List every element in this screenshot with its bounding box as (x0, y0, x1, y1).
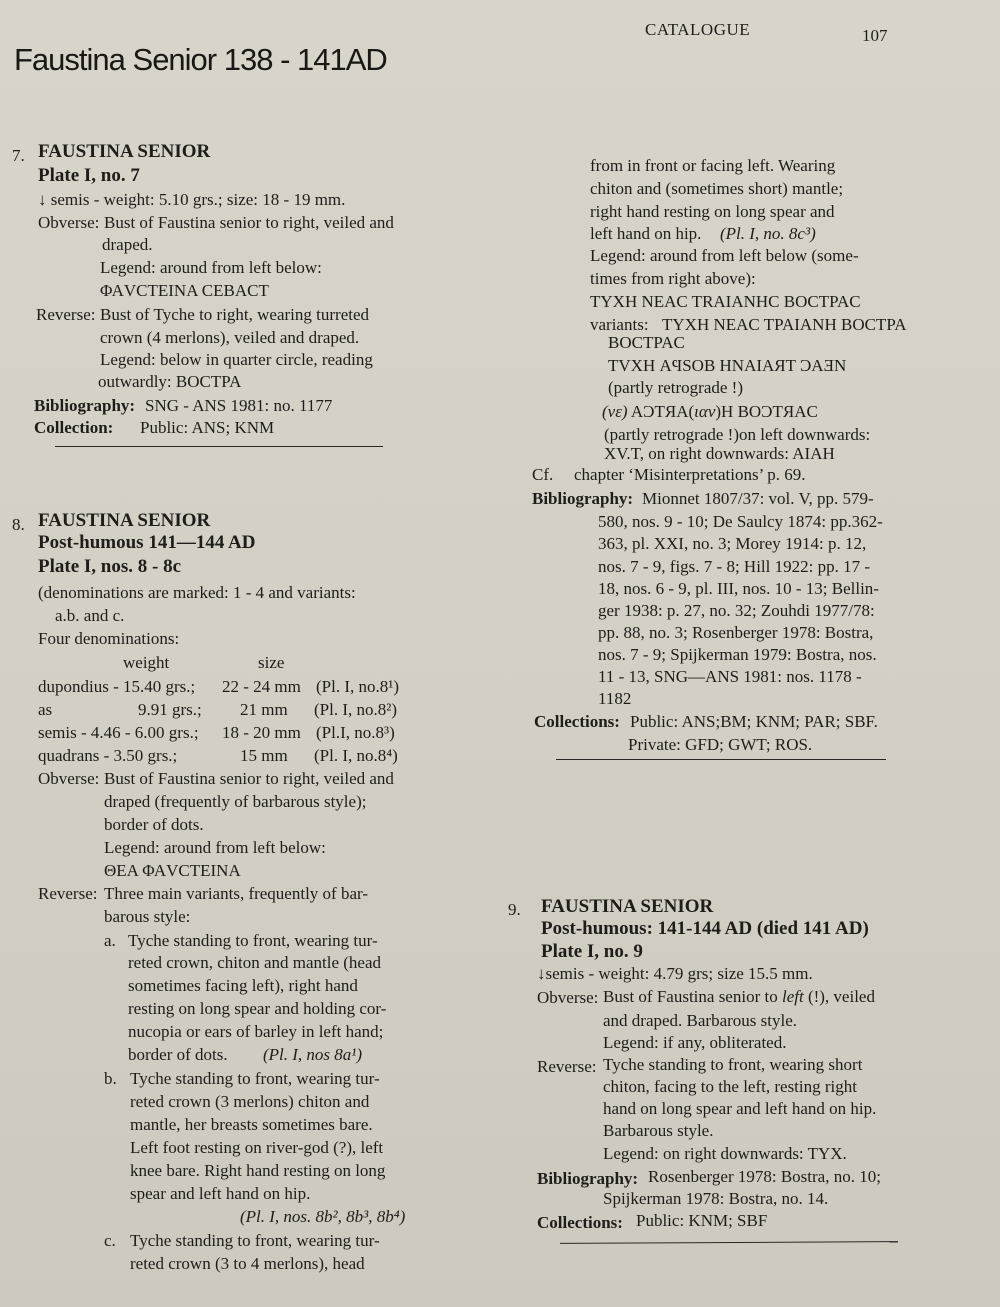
variant-b-text: mantle, her breasts sometimes bare. (130, 1115, 373, 1134)
variant-b-label: b. (104, 1069, 117, 1088)
bibliography-text: 580, nos. 9 - 10; De Saulcy 1874: pp.362- (598, 512, 883, 531)
reverse-text: crown (4 merlons), veiled and draped. (100, 328, 360, 347)
obverse-text-emphasis: left (781, 987, 804, 1006)
obverse-legend: Legend: around from left below: (104, 838, 326, 857)
bibliography-text: Rosenberger 1978: Bostra, no. 10; (648, 1167, 881, 1186)
entry-number: 7. (12, 146, 25, 165)
variant-b-text: reted crown (3 merlons) chiton and (130, 1092, 370, 1111)
variant-a-text: nucopia or ears of barley in left hand; (128, 1022, 384, 1041)
variant-a-text: Tyche standing to front, wearing tur- (128, 931, 378, 950)
entry-divider (560, 1241, 898, 1244)
denomination-row: dupondius - 15.40 grs.; (38, 677, 196, 696)
legend-variant-text: ΑϽTЯΑ( (630, 402, 695, 421)
variant-b-text: knee bare. Right hand resting on long (130, 1161, 386, 1180)
bibliography-text: nos. 7 - 9; Spijkerman 1979: Bostra, nos. (598, 645, 877, 664)
bibliography-label: Bibliography: (537, 1169, 639, 1188)
collections-label: Collections: (534, 712, 620, 731)
column-header-weight: weight (123, 653, 170, 672)
obverse-text: draped (frequently of barbarous style); (104, 792, 367, 811)
variant-c-label: c. (104, 1231, 116, 1250)
entry-title: FAUSTINA SENIOR (541, 896, 714, 917)
denomination-ref: (Pl. I, no.8²) (314, 700, 398, 719)
entry-number: 9. (508, 900, 521, 919)
entry-subtitle: Post-humous: 141-144 AD (died 141 AD) (541, 918, 869, 939)
obverse-text: Bust of Faustina senior to right, veiled and (104, 769, 394, 788)
denomination-size: 15 mm (240, 746, 288, 765)
reverse-text: Barbarous style. (603, 1121, 714, 1140)
denomination-row: semis - 4.46 - 6.00 grs.; (38, 723, 199, 742)
legend-variant-end: )H BOϽTЯAC (715, 402, 818, 421)
denomination-row: quadrans - 3.50 grs.; (38, 746, 178, 765)
obverse-legend-text: ΘΕΑ ΦΑVCTEINA (104, 861, 241, 880)
bibliography-text: 363, pl. XXI, no. 3; Morey 1914: p. 12, (598, 534, 867, 553)
obverse-legend: Legend: if any, obliterated. (603, 1033, 787, 1052)
collection-label: Collection: (34, 418, 114, 437)
collections-public: Public: KNM; SBF (636, 1211, 768, 1230)
denomination-weight: 9.91 grs.; (138, 700, 202, 719)
variant-c-plate-ref: (Pl. I, no. 8c³) (720, 224, 816, 243)
collections-public: Public: ANS;BM; KNM; PAR; SBF. (630, 712, 878, 731)
entry-denomination: ↓semis - weight: 4.79 grs; size 15.5 mm. (537, 964, 813, 983)
legend-variant: XV.T, on right downwards: AIAH (604, 444, 835, 463)
column-header-size: size (258, 653, 285, 672)
entry-plate: Plate I, nos. 8 - 8c (38, 556, 182, 577)
bibliography-label: Bibliography: (34, 396, 136, 415)
entry-divider (55, 446, 383, 447)
variant-a-label: a. (104, 931, 116, 950)
collections-label: Collections: (537, 1213, 623, 1232)
denomination-ref: (Pl. I, no.8⁴) (314, 746, 398, 765)
variant-c-text: from in front or facing left. Wearing (590, 156, 836, 175)
entry-plate: Plate I, no. 7 (38, 165, 140, 186)
entry-subtitle: Post-humous 141—144 AD (38, 532, 256, 553)
bibliography-text: Spijkerman 1978: Bostra, no. 14. (603, 1189, 829, 1208)
reverse-legend: Legend: on right downwards: TYX. (603, 1144, 847, 1163)
entry-denomination: ↓ semis - weight: 5.10 grs.; size: 18 - 19 mm. (38, 190, 346, 209)
reverse-label: Reverse: (537, 1057, 597, 1076)
entry-number: 8. (12, 515, 25, 534)
variant-c-text: Tyche standing to front, wearing tur- (130, 1231, 380, 1250)
obverse-text: draped. (102, 235, 153, 254)
obverse-label: Obverse: (38, 213, 100, 232)
denomination-row: as (38, 700, 53, 719)
reverse-text: Tyche standing to front, wearing short (603, 1055, 863, 1074)
denomination-size: 21 mm (240, 700, 288, 719)
variant-c-text: reted crown (3 to 4 merlons), head (130, 1254, 365, 1273)
legend-variant: TVXH ΑϤSOB HNAIAЯT ϽAƎN (608, 356, 847, 375)
page-number: 107 (862, 26, 888, 45)
cf-label: Cf. (532, 465, 554, 484)
variant-b-text: Tyche standing to front, wearing tur- (130, 1069, 380, 1088)
obverse-text: border of dots. (104, 815, 204, 834)
legend-variant-note: (partly retrograde !) (608, 378, 743, 397)
variants-label: variants: (590, 315, 649, 334)
variant-a-text: resting on long spear and holding cor- (128, 999, 387, 1018)
bibliography-label: Bibliography: (532, 489, 634, 508)
reverse-text: hand on long spear and left hand on hip. (603, 1099, 877, 1118)
chapter-title: Faustina Senior 138 - 141AD (14, 42, 387, 77)
cf-text: chapter ‘Misinterpretations’ p. 69. (574, 465, 806, 484)
bibliography-text: 18, nos. 6 - 9, pl. III, nos. 10 - 13; Bellin- (598, 579, 879, 598)
denomination-ref: (Pl.I, no.8³) (316, 723, 395, 742)
entry-title: FAUSTINA SENIOR (38, 510, 211, 531)
variant-c-text: left hand on hip. (590, 224, 702, 243)
reverse-text: Bust of Tyche to right, wearing turreted (100, 305, 370, 324)
bibliography-text: pp. 88, no. 3; Rosenberger 1978: Bostra, (598, 623, 874, 642)
bibliography-text: ger 1938: p. 27, no. 32; Zouhdi 1977/78: (598, 601, 875, 620)
reverse-legend-text: TYXH NEAC TRAIANHC BOCTPAC (590, 292, 861, 311)
collection-text: Public: ANS; KNM (140, 418, 275, 437)
running-head: CATALOGUE (645, 20, 751, 39)
entry-title: FAUSTINA SENIOR (38, 141, 211, 162)
denomination-size: 22 - 24 mm (222, 677, 301, 696)
reverse-label: Reverse: (36, 305, 96, 324)
variant-b-plate-ref: (Pl. I, nos. 8b², 8b³, 8b⁴) (240, 1207, 406, 1226)
bibliography-text: Mionnet 1807/37: vol. V, pp. 579- (642, 489, 874, 508)
denomination-ref: (Pl. I, no.8¹) (316, 677, 400, 696)
reverse-text: chiton, facing to the left, resting right (603, 1077, 857, 1096)
reverse-legend: Legend: around from left below (some- (590, 246, 859, 265)
legend-variant (602, 401, 818, 423)
obverse-text (603, 986, 875, 1008)
reverse-legend: outwardly: BOCTPA (98, 372, 242, 391)
legend-variant: TYXH NEAC TPAIANH BOCTPA (662, 315, 907, 334)
collections-private: Private: GFD; GWT; ROS. (628, 735, 813, 754)
obverse-legend-text: ΦΑVCTEINA CEBACT (100, 281, 269, 300)
reverse-text: barous style: (104, 907, 191, 926)
variant-a-plate-ref: (Pl. I, nos 8a¹) (263, 1045, 363, 1064)
legend-variant-mid: ιαν (694, 402, 716, 421)
obverse-text-part: (!), veiled (807, 987, 875, 1006)
entry-plate: Plate I, no. 9 (541, 941, 643, 962)
variant-c-text: chiton and (sometimes short) mantle; (590, 179, 844, 198)
reverse-legend: Legend: below in quarter circle, reading (100, 350, 373, 369)
bibliography-text: 1182 (598, 689, 632, 708)
denominations-heading: Four denominations: (38, 629, 180, 648)
reverse-text: Three main variants, frequently of bar- (104, 884, 368, 903)
legend-variant: BOCTPAC (608, 333, 685, 352)
reverse-legend: times from right above): (590, 269, 756, 288)
obverse-text-part: Bust of Faustina senior to (603, 987, 778, 1006)
entry-note: (denominations are marked: 1 - 4 and variants: (38, 583, 356, 602)
variant-a-text: sometimes facing left), right hand (128, 976, 358, 995)
reverse-label: Reverse: (38, 884, 98, 903)
variant-b-text: spear and left hand on hip. (130, 1184, 311, 1203)
bibliography-text: nos. 7 - 9, figs. 7 - 8; Hill 1922: pp. 17 - (598, 557, 870, 576)
obverse-text: and draped. Barbarous style. (603, 1011, 798, 1030)
obverse-label: Obverse: (537, 988, 599, 1007)
obverse-text: Bust of Faustina senior to right, veiled and (104, 213, 394, 232)
legend-variant-note: (partly retrograde !)on left downwards: (604, 425, 871, 444)
entry-note: a.b. and c. (55, 606, 125, 625)
entry-divider (556, 759, 886, 760)
obverse-label: Obverse: (38, 769, 100, 788)
obverse-legend: Legend: around from left below: (100, 258, 322, 277)
variant-c-text: right hand resting on long spear and (590, 202, 835, 221)
variant-b-text: Left foot resting on river-god (?), left (130, 1138, 384, 1157)
bibliography-text: 11 - 13, SNG—ANS 1981: nos. 1178 - (598, 667, 862, 686)
legend-variant-prefix: (νε) (602, 402, 628, 421)
variant-a-text: border of dots. (128, 1045, 228, 1064)
bibliography-text: SNG - ANS 1981: no. 1177 (145, 396, 333, 415)
variant-a-text: reted crown, chiton and mantle (head (128, 953, 382, 972)
denomination-size: 18 - 20 mm (222, 723, 301, 742)
